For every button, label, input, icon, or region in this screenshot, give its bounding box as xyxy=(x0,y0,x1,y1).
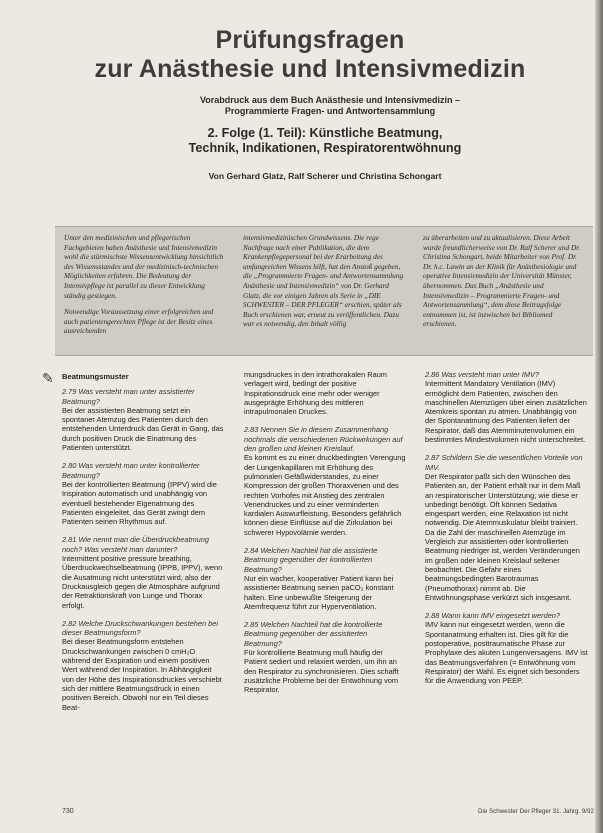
question: 2.83 Nennen Sie in diesem Zusammenhang nochmals die verschiedenen Rückwirkungen auf den großen und kleinen Kreislauf. xyxy=(244,425,403,454)
answer: Es kommt es zu einer druckbedingten Verengung der Lungenkapillaren mit Erhöhung des pulmonalen Gefäßwiderstandes, zu einer Kompression der großen Thoraxvenen und des rechten Vorhofes mit Anstieg des zentralen Venendruckes und zu einer verminderten kardialen Auswurfleistung. Besonders gefährlich können diese Einflüsse auf die Zirkulation bei schwerer Hypovolämie werden. xyxy=(244,453,406,537)
question-block xyxy=(244,620,407,694)
question-block xyxy=(62,461,225,526)
intro-paragraph: zu überarbeiten und zu aktualisieren. Diese Arbeit wurde freundlicherweise von Dr. Ralf Scherer und Dr. Christina Schongart, beide Mitarbeiter von Prof. Dr. Dr. h.c. Lawin an der Klinik für Anästhesiologie und operative Intensivmedizin der Universität Münster, übernommen. Das Buch „Anästhesie und Intensivmedizin – Programmierte Fragen- und Antwortensammlung“, dem diese Beitragsfolge entnommen ist, ist inzwischen bei Bibliomed erschienen. xyxy=(423,233,581,329)
intro-paragraph: Unter den medizinischen und pflegerischen Fachgebieten haben Anästhesie und Intensivmedizin wohl die stürmischste Wissensentwicklung hinsichtlich des Wissensstandes und der medizinisch-technischen Möglichkeiten erfahren. Die Bedeutung der Intensivpflege ist parallel zu dieser Entwicklung ständig gestiegen. xyxy=(64,233,224,300)
answer: IMV kann nur eingesetzt werden, wenn die Spontanatmung erhalten ist. Dies gilt für die postoperative, posttraumatische Phase zur Prophylaxe des akuten Lungenversagens. IMV ist das Beatmungsverfahren (= Entwöhnung vom Respirator) der Wahl. Es eignet sich besonders für die Anwendung von PEEP. xyxy=(425,620,588,686)
question: 2.80 Was versteht man unter kontrollierter Beatmung? xyxy=(62,461,200,480)
answer: Bei der kontrollierten Beatmung (IPPV) wird die Inspiration automatisch und unabhängig von eventuell bestehender Eigenatmung des Patienten eingeleitet, das Gerät zwingt dem Patienten seinen Rhythmus auf. xyxy=(62,479,217,527)
answer: Nur ein wacher, kooperativer Patient kann bei assistierter Beatmung seinen paCO₂ konstant halten. Eine unbewußte Steigerung der Atemfrequenz führt zur Hyperventilation. xyxy=(244,573,394,611)
answer: Intermittent positive pressure breathing, Überdruckwechselbeatmung (IPPB, IPPV), wenn die Ausatmung nicht unterstützt wird, also der Druckausgleich gegen die Atmosphäre aufgrund der Retraktionskraft von Lunge und Thorax erfolgt. xyxy=(62,554,223,610)
question: 2.84 Welchen Nachteil hat die assistierte Beatmung gegenüber der kontrollierten Beatmung? xyxy=(244,546,378,574)
question: 2.79 Was versteht man unter assistierter Beatmung? xyxy=(62,387,195,406)
pen-mark-icon: ✎ xyxy=(42,370,54,386)
intro-column-1 xyxy=(64,233,227,343)
intro-paragraph: intensivmedizinischen Grundwissens. Die rege Nachfrage nach einer Publikation, die dem Krankenpflegepersonal bei der Erarbeitung des umfangreichen Wissens hilft, hat den Anstoß gegeben, die „Programmierte Fragen- und Antwortensammlung Anästhesie und Intensivmedizin“ von Dr. Gerhard Glatz, die vor einigen Jahren als Serie in „DIE SCHWESTER – DER PFLEGER“ erschien, später als Buch erschienen war, erneut zu veröffentlichen. Dazu war es notwendig, den Inhalt völlig xyxy=(243,233,404,329)
intro-box xyxy=(55,226,593,356)
authors-line: Von Gerhard Glatz, Ralf Scherer und Christina Schongart xyxy=(208,171,442,181)
body-column-2 xyxy=(244,364,407,704)
question-block xyxy=(62,619,225,712)
page-subtitle xyxy=(165,95,495,117)
series-heading-line-2: Technik, Indikationen, Respiratorentwöhnung xyxy=(188,141,462,155)
section-title: Beatmungsmuster xyxy=(62,372,129,381)
question-block xyxy=(244,546,407,611)
intro-column-3 xyxy=(423,233,586,336)
body-column-3 xyxy=(425,364,588,695)
intro-column-2 xyxy=(243,233,406,336)
answer: Intermittent Mandatory Ventilation (IMV) ermöglicht dem Patienten, zwischen den maschinellen Atemzügen über einen zusätzlichen Atemkreis spontan zu atmen. Unabhängig von der Spontanatmung des Patienten liefert der Respirator, daß das Atemminutenvolumen ein bestimmtes Mindestvolumen nicht unterschreitet. xyxy=(425,379,587,445)
question-block xyxy=(425,453,588,602)
page-number: 730 xyxy=(62,808,74,815)
page-title xyxy=(60,26,560,84)
question-block xyxy=(425,611,588,685)
journal-footer: Die Schwester Der Pfleger 31. Jahrg. 9/92 xyxy=(478,808,594,815)
question-block xyxy=(62,535,225,609)
body-column-1 xyxy=(62,364,225,721)
question: 2.86 Was versteht man unter IMV? xyxy=(425,370,540,379)
title-line-2: zur Anästhesie und Intensivmedizin xyxy=(94,55,526,83)
question: 2.81 Wie nennt man die Überdruckbeatmung noch? Was versteht man darunter? xyxy=(62,535,210,554)
subtitle-line-2: Programmierte Fragen- und Antwortensammlung xyxy=(224,106,436,116)
title-line-1: Prüfungsfragen xyxy=(215,26,405,54)
question: 2.88 Wann kann IMV eingesetzt werden? xyxy=(425,611,561,621)
series-heading xyxy=(150,126,500,156)
series-heading-line-1: 2. Folge (1. Teil): Künstliche Beatmung, xyxy=(207,126,443,140)
question: 2.82 Welche Druckschwankungen bestehen bei dieser Beatmungsform? xyxy=(62,618,218,638)
answer: Für kontrollierte Beatmung muß häufig der Patient sediert und relaxiert werden, um ihn an den Respirator zu synchronisieren. Dies schafft zusätzliche Probleme bei der Entwöhnung vom Respirator. xyxy=(244,648,399,695)
answer-continuation: mungsdruckes in den intrathorakalen Raum verlagert wird, bedingt der positive Inspirationsdruck eine mehr oder weniger ausgeprägte Erhöhung des mittleren intrapulmonalen Druckes. xyxy=(244,370,387,417)
question-block xyxy=(425,370,588,444)
answer: Bei der assistierten Beatmung setzt ein spontaner Atemzug des Patienten durch den entstehenden Unterdruck das Gerät in Gang, das durch positiven Druck die Einatmung des Patienten unterstützt. xyxy=(62,405,224,453)
question: 2.85 Welchen Nachteil hat die kontrollierte Beatmung gegenüber der assistierten Beatmung? xyxy=(244,620,383,648)
question-block xyxy=(62,387,225,452)
answer: Bei dieser Beatmungsform entstehen Druckschwankungen zwischen 0 cmH₂O während der Exspiration und einem positiven Wert während der Inspiration. In Abhängigkeit von der Höhe des Inspirationsdruckes verschiebt sich der mittlere Beatmungsdruck in einen positiven Bereich. Obwohl nur ein Teil dieses Beat- xyxy=(62,637,222,712)
scan-edge-shadow xyxy=(595,0,603,833)
question-block xyxy=(244,425,407,537)
intro-paragraph: Notwendige Voraussetzung einer erfolgreichen und auch patientengerechten Pflege ist der Besitz eines ausreichenden xyxy=(64,307,214,336)
question: 2.87 Schildern Sie die wesentlichen Vorteile von IMV. xyxy=(425,453,583,472)
subtitle-line-1: Vorabdruck aus dem Buch Anästhesie und Intensivmedizin – xyxy=(199,95,461,105)
answer: Der Respirator paßt sich den Wünschen des Patienten an, der Patient erhält nur in dem Maß an respiratorischer Unterstützung, wie diese er unbedingt benötigt. Oft können Sedativa eingespart werden, eine Relaxation ist nicht notwendig. Die Atemmuskulatur bleibt trainiert. Da die Zahl der maschinellen Atemzüge im Vergleich zur assistierten oder kontrollierten Beatmung niedriger ist, werden Veränderungen im großen oder kleinen Kreislauf seltener beobachtet. Die Gefahr eines beatmungsbedingten Barotraumas (Pneumothorax) nimmt ab. Die Entwöhnungsphase verkürzt sich insgesamt. xyxy=(425,471,581,602)
